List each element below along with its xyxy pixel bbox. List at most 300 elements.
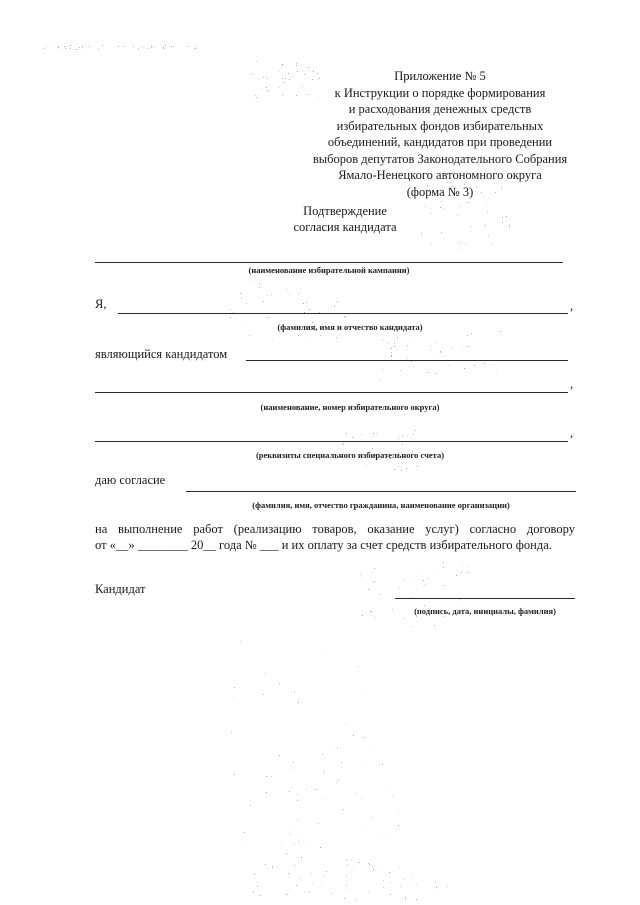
scan-speck [467, 346, 468, 347]
scan-speck [373, 582, 374, 583]
scan-speck [375, 581, 376, 582]
candidate-name-caption: (фамилия, имя и отчество кандидата) [277, 322, 423, 332]
scan-speck [263, 77, 264, 78]
scan-speck [397, 811, 398, 812]
scan-speck [70, 45, 71, 46]
header-line: (форма № 3) [406, 184, 474, 199]
scan-speck [293, 828, 294, 829]
scan-speck [76, 49, 77, 50]
scan-speck [254, 874, 255, 875]
scan-speck [461, 348, 462, 349]
scan-speck [421, 233, 422, 234]
district-caption: (наименование, номер избирательного округа) [260, 402, 440, 412]
header-line: объединений, кандидатов при проведении [327, 135, 553, 149]
scan-speck [376, 433, 377, 434]
scan-speck [53, 45, 54, 46]
scan-speck [394, 346, 395, 347]
scan-speck [250, 805, 251, 806]
scan-speck [272, 868, 273, 869]
scan-speck [462, 562, 463, 563]
scan-speck [83, 46, 84, 47]
scan-speck [465, 243, 466, 244]
scan-speck [409, 366, 410, 367]
scan-speck [428, 578, 429, 579]
scan-speck [151, 45, 152, 46]
paragraph-word: выполнение [117, 522, 183, 536]
scan-speck [82, 47, 83, 48]
scan-speck [279, 683, 280, 684]
scan-speck [506, 216, 507, 217]
scan-speck [356, 793, 357, 794]
scan-speck [380, 379, 381, 380]
scan-speck [488, 235, 489, 236]
scan-speck [391, 348, 392, 349]
scan-speck [288, 873, 289, 874]
scan-speck [173, 46, 174, 47]
scan-speck [373, 869, 374, 870]
scan-speck [123, 46, 124, 47]
scan-speck [441, 232, 442, 233]
candidate-name-field[interactable] [118, 313, 568, 314]
scan-speck [344, 316, 345, 317]
scan-speck [296, 63, 297, 64]
header-line: избирательных фондов избирательных [336, 118, 544, 133]
scan-speck [281, 842, 282, 843]
scan-speck [310, 843, 311, 844]
scan-speck [272, 866, 273, 867]
scan-speck [373, 433, 374, 434]
scan-speck [289, 294, 290, 295]
scan-speck [286, 289, 287, 290]
scan-speck [379, 594, 380, 595]
scan-speck [272, 339, 273, 340]
signature-field[interactable] [395, 598, 575, 599]
scan-speck [118, 46, 119, 47]
scan-speck [352, 442, 353, 443]
scan-speck [338, 780, 339, 781]
scan-speck [436, 887, 437, 888]
scan-speck [368, 863, 369, 864]
scan-speck [138, 48, 139, 49]
scan-speck [267, 90, 268, 91]
scan-speck [389, 835, 390, 836]
scan-speck [502, 222, 503, 223]
scan-speck [382, 339, 383, 340]
paragraph-line: от «__» ________ 20__ года № ___ и их оплату за счет средств избирательного фонда. [95, 538, 552, 552]
scan-speck [163, 48, 164, 49]
scan-speck [460, 206, 461, 207]
scan-speck [355, 899, 356, 900]
scan-speck [345, 724, 346, 725]
scan-speck [359, 862, 360, 863]
scan-speck [257, 886, 258, 887]
scan-speck [400, 370, 401, 371]
title-line: Подтверждение [303, 204, 387, 218]
contractor-field[interactable] [186, 491, 576, 492]
scan-speck [410, 342, 411, 343]
scan-speck [347, 864, 348, 865]
scan-speck [371, 611, 372, 612]
scan-speck [247, 303, 248, 304]
scan-speck [281, 64, 282, 65]
scan-speck [296, 65, 297, 66]
scan-speck [343, 444, 344, 445]
scan-speck [392, 795, 393, 796]
scan-speck [187, 46, 188, 47]
scan-speck [369, 864, 370, 865]
account-field[interactable] [95, 441, 568, 442]
scan-speck [412, 626, 413, 627]
scan-speck [317, 315, 318, 316]
scan-speck [394, 343, 395, 344]
scan-speck [298, 335, 299, 336]
scan-speck [315, 789, 316, 790]
scan-speck [241, 298, 242, 299]
is-candidate-label: являющийся кандидатом [95, 347, 228, 361]
scan-speck [250, 280, 251, 281]
contractor-caption: (фамилия, имя, отчество гражданина, наименование организации) [252, 500, 510, 510]
scan-speck [249, 335, 250, 336]
scan-speck [195, 48, 196, 49]
scan-speck [324, 876, 325, 877]
scan-speck [382, 369, 383, 370]
scan-speck [336, 782, 337, 783]
scan-speck [300, 878, 301, 879]
district-field-1[interactable] [246, 360, 568, 361]
appendix-header [290, 68, 590, 200]
scan-speck [467, 335, 468, 336]
scan-speck [424, 584, 425, 585]
campaign-name-field[interactable] [95, 262, 563, 263]
scan-speck [440, 207, 441, 208]
scan-speck [271, 294, 272, 295]
scan-speck [368, 589, 369, 590]
scan-speck [288, 73, 289, 74]
scan-speck [260, 895, 261, 896]
scan-speck [361, 827, 362, 828]
scan-speck [415, 442, 416, 443]
scan-speck [279, 87, 280, 88]
scan-speck [254, 98, 255, 99]
scan-speck [440, 352, 441, 353]
scan-speck [297, 800, 298, 801]
paragraph-word: работ [193, 522, 223, 536]
scan-speck [413, 434, 414, 435]
scan-speck [294, 844, 295, 845]
scan-speck [89, 46, 90, 47]
scan-speck [461, 572, 462, 573]
scan-speck [331, 893, 332, 894]
scan-speck [337, 301, 338, 302]
scan-speck [310, 338, 311, 339]
scan-speck [435, 356, 436, 357]
scan-speck [147, 48, 148, 49]
scan-speck [58, 48, 59, 49]
scan-speck [230, 309, 231, 310]
scan-speck [509, 224, 510, 225]
scan-speck [451, 347, 452, 348]
scan-speck [306, 789, 307, 790]
scan-speck [389, 872, 390, 873]
scan-speck [284, 82, 285, 83]
scan-speck [441, 201, 442, 202]
scan-speck [98, 49, 99, 50]
scan-speck [151, 47, 152, 48]
scan-speck [84, 49, 85, 50]
scan-speck [404, 579, 405, 580]
scan-speck [255, 95, 256, 96]
scan-speck [256, 61, 257, 62]
scan-speck [474, 365, 475, 366]
scan-speck [459, 599, 460, 600]
scan-speck [361, 798, 362, 799]
scan-speck [267, 78, 268, 79]
scan-speck [491, 244, 492, 245]
scan-speck [435, 373, 436, 374]
scan-speck [496, 370, 497, 371]
scan-speck [444, 585, 445, 586]
scan-speck [365, 692, 366, 693]
scan-speck [297, 794, 298, 795]
scan-speck [391, 355, 392, 356]
scan-speck [430, 346, 431, 347]
scan-speck [150, 48, 151, 49]
scan-speck [360, 574, 361, 575]
scan-speck [320, 335, 321, 336]
scan-speck [416, 899, 417, 900]
scan-speck [334, 306, 335, 307]
scan-speck [297, 820, 298, 821]
scan-speck [240, 293, 241, 294]
scan-speck [70, 48, 71, 49]
paragraph-word: (реализацию [233, 522, 302, 536]
scan-speck [240, 641, 241, 642]
scan-speck [372, 866, 373, 867]
scan-speck [431, 243, 432, 244]
title-line: согласия кандидата [293, 220, 397, 234]
scan-speck [391, 356, 392, 357]
comma-mark: , [570, 377, 574, 391]
scan-speck [245, 303, 246, 304]
scan-speck [195, 46, 196, 47]
scan-speck [337, 748, 338, 749]
scan-speck [311, 873, 312, 874]
scan-speck [301, 857, 302, 858]
scan-speck [416, 616, 417, 617]
candidate-label: Кандидат [95, 582, 146, 596]
scan-speck [82, 45, 83, 46]
scan-speck [303, 303, 304, 304]
scan-speck [46, 45, 47, 46]
scan-speck [279, 71, 280, 72]
scan-speck [398, 466, 399, 467]
scan-speck [318, 823, 319, 824]
scan-speck [364, 763, 365, 764]
district-field-2[interactable] [95, 392, 568, 393]
scan-speck [400, 886, 401, 887]
scan-speck [374, 568, 375, 569]
scan-speck [423, 580, 424, 581]
comma-mark: , [570, 299, 574, 313]
scan-speck [375, 617, 376, 618]
scan-speck [358, 666, 359, 667]
scan-speck [410, 882, 411, 883]
scan-speck [456, 575, 457, 576]
scan-speck [377, 838, 378, 839]
scan-speck [352, 437, 353, 438]
scan-speck [256, 97, 257, 98]
scan-speck [234, 687, 235, 688]
scan-speck [276, 867, 277, 868]
scan-speck [341, 762, 342, 763]
scan-speck [234, 774, 235, 775]
scan-speck [142, 47, 143, 48]
scan-speck [443, 567, 444, 568]
scan-speck [285, 78, 286, 79]
scan-speck [231, 732, 232, 733]
paragraph-line [95, 521, 575, 537]
scan-speck [394, 469, 395, 470]
scan-speck [267, 295, 268, 296]
scan-speck [293, 769, 294, 770]
scan-speck [436, 569, 437, 570]
scan-speck [346, 433, 347, 434]
scan-speck [244, 832, 245, 833]
scan-speck [322, 883, 323, 884]
header-line: к Инструкции о порядке формирования [334, 85, 546, 100]
scan-speck [343, 809, 344, 810]
scan-speck [401, 470, 402, 471]
scan-speck [403, 879, 404, 880]
scan-speck [436, 343, 437, 344]
scan-speck [405, 899, 406, 900]
scan-speck [416, 589, 417, 590]
scan-speck [324, 772, 325, 773]
scan-speck [282, 95, 283, 96]
scan-speck [266, 776, 267, 777]
scan-speck [397, 337, 398, 338]
scan-speck [458, 243, 459, 244]
scan-speck [289, 791, 290, 792]
scan-speck [372, 817, 373, 818]
scan-speck [381, 442, 382, 443]
scan-speck [198, 48, 199, 49]
scan-speck [279, 755, 280, 756]
scan-speck [390, 882, 391, 883]
scan-speck [266, 87, 267, 88]
scan-speck [411, 874, 412, 875]
scan-speck [399, 588, 400, 589]
scan-speck [464, 368, 465, 369]
scan-speck [487, 212, 488, 213]
scan-speck [320, 847, 321, 848]
scan-speck [44, 48, 45, 49]
scan-speck [259, 287, 260, 288]
scan-speck [422, 573, 423, 574]
scan-speck [296, 885, 297, 886]
scan-speck [322, 754, 323, 755]
scan-speck [434, 625, 435, 626]
scan-speck [353, 868, 354, 869]
scan-speck [298, 841, 299, 842]
paragraph-word: договору [526, 522, 575, 536]
scan-speck [294, 865, 295, 866]
signature-caption: (подпись, дата, инициалы, фамилия) [414, 606, 556, 616]
scan-speck [417, 466, 418, 467]
scan-speck [358, 463, 359, 464]
scan-speck [346, 885, 347, 886]
scan-speck [470, 226, 471, 227]
scan-speck [288, 888, 289, 889]
scan-speck [345, 317, 346, 318]
scan-speck [102, 45, 103, 46]
scan-speck [287, 894, 288, 895]
scan-speck [353, 735, 354, 736]
scan-speck [382, 764, 383, 765]
paragraph-word: оказание [367, 522, 415, 536]
scan-speck [265, 673, 266, 674]
scan-speck [368, 891, 369, 892]
scan-speck [250, 74, 251, 75]
header-line: Приложение № 5 [394, 69, 486, 83]
scan-speck [233, 697, 234, 698]
scan-speck [391, 352, 392, 353]
scan-speck [383, 887, 384, 888]
scan-speck [383, 880, 384, 881]
scan-speck [230, 317, 231, 318]
scan-speck [485, 225, 486, 226]
scan-speck [416, 884, 417, 885]
scan-speck [324, 653, 325, 654]
scan-speck [443, 562, 444, 563]
scan-speck [325, 799, 326, 800]
scan-speck [372, 448, 373, 449]
header-line: Ямало-Ненецкого автономного округа [338, 168, 542, 182]
scan-speck [361, 434, 362, 435]
scan-speck [58, 47, 59, 48]
scan-speck [362, 615, 363, 616]
scan-speck [244, 843, 245, 844]
scan-speck [389, 788, 390, 789]
scan-speck [402, 444, 403, 445]
scan-speck [165, 45, 166, 46]
scan-speck [309, 309, 310, 310]
scan-speck [333, 748, 334, 749]
scan-speck [360, 576, 361, 577]
scan-speck [171, 46, 172, 47]
scan-speck [411, 361, 412, 362]
scan-speck [390, 894, 391, 895]
scan-speck [467, 572, 468, 573]
account-caption: (реквизиты специального избирательного счета) [255, 450, 445, 460]
document-title [270, 203, 420, 235]
scan-speck [467, 202, 468, 203]
scan-speck [380, 869, 381, 870]
scan-speck [258, 78, 259, 79]
scan-speck [398, 463, 399, 464]
scan-speck [489, 365, 490, 366]
scan-speck [406, 462, 407, 463]
scan-speck [344, 898, 345, 899]
scan-speck [312, 883, 313, 884]
scan-speck [461, 248, 462, 249]
scan-speck [269, 91, 270, 92]
scan-speck [364, 737, 365, 738]
give-consent-label: даю согласие [95, 473, 166, 487]
scan-speck [447, 886, 448, 887]
scan-speck [486, 204, 487, 205]
scan-speck [387, 343, 388, 344]
